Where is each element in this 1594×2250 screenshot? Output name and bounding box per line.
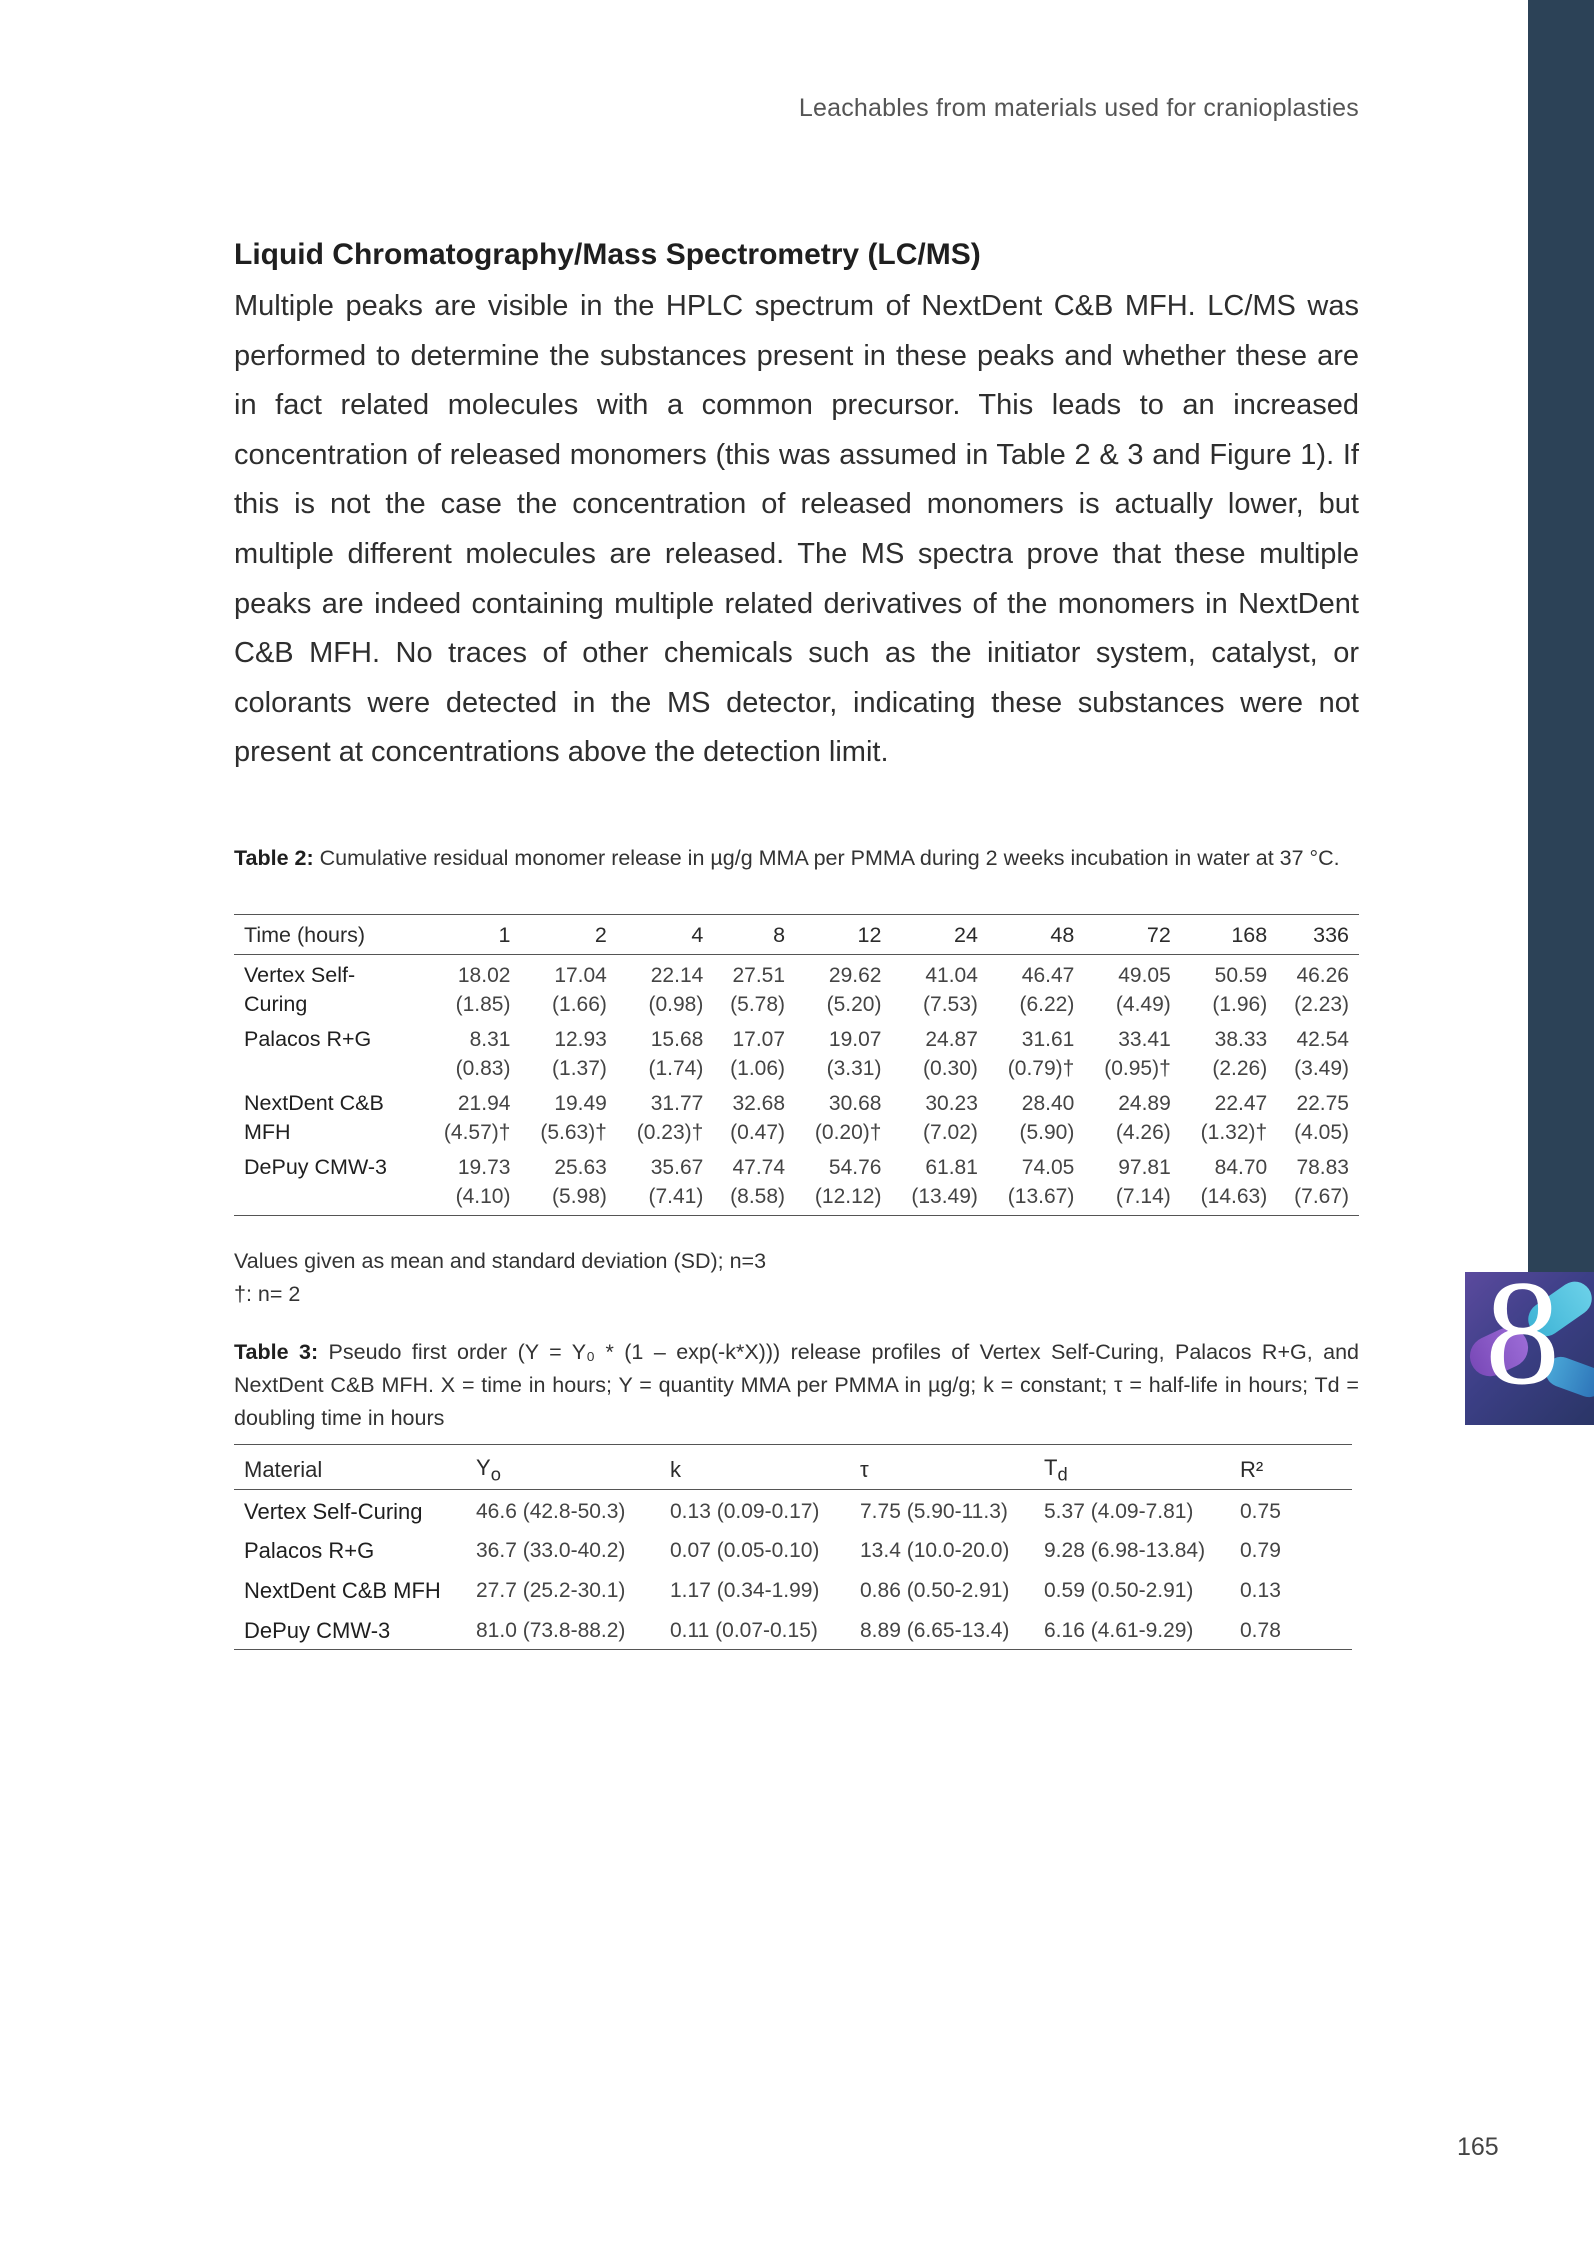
table2-row	[234, 1147, 1359, 1216]
table2-sd: (13.67)	[1007, 1185, 1075, 1208]
table2-cell	[520, 955, 616, 1020]
table3-body	[234, 1490, 1352, 1650]
table2-cell	[795, 1083, 891, 1147]
table3-cell: 46.6 (42.8-50.3)	[476, 1499, 626, 1523]
table2-header: 8	[713, 915, 795, 955]
table2-mean: 27.51	[732, 964, 786, 987]
table3-cell: 0.78	[1230, 1610, 1352, 1650]
table2-sd: (5.63)†	[540, 1121, 607, 1144]
table2-cell	[713, 955, 795, 1020]
table3-caption-text: Pseudo first order (Y = Y₀ * (1 – exp(-k*X))) release profiles of Vertex Self-Curing, Palacos R+G, and NextDent C&B MFH. X = time in hours; Y = quantity MMA per PMMA in µg/g; k = constant; τ = half-life in hours; Td = doubling time in hours	[234, 1340, 1360, 1430]
table3-cell: 0.59 (0.50-2.91)	[1044, 1579, 1194, 1603]
table2-header: 4	[617, 915, 713, 955]
table2-mean: 38.33	[1214, 1028, 1268, 1051]
table2-mean: 22.14	[650, 964, 704, 987]
table2-mean: 21.94	[457, 1092, 511, 1115]
table2-mean: 49.05	[1118, 964, 1171, 987]
table3-cell: 0.07 (0.05-0.10)	[670, 1539, 820, 1563]
table2-cell	[1181, 1147, 1277, 1216]
table2-sd: (2.26)	[1212, 1057, 1268, 1080]
table2-sd: (7.41)	[648, 1185, 704, 1208]
table2-cell	[713, 1019, 795, 1083]
table3-cell: 13.4 (10.0-20.0)	[860, 1539, 1010, 1563]
table3-row	[234, 1530, 1352, 1570]
table2-header: 2	[520, 915, 616, 955]
table3-cell: 0.86 (0.50-2.91)	[860, 1579, 1010, 1603]
table2-mean: 17.07	[732, 1028, 786, 1051]
table3-cell: 27.7 (25.2-30.1)	[476, 1579, 626, 1603]
table2-cell	[988, 1147, 1084, 1216]
table3-header-td-symbol: T	[1044, 1455, 1058, 1480]
section-body: Multiple peaks are visible in the HPLC spectrum of NextDent C&B MFH. LC/MS was performed to determine the substances present in these peaks and whether these are in fact related molecules with a common precursor. This leads to an increased concentration of released monomers (this was assumed in Table 2 & 3 and Figure 1). If this is not the case the concentration of released monomers is actually lower, but multiple different molecules are released. The MS spectra prove that these multiple peaks are indeed containing multiple related derivatives of the monomers in NextDent C&B MFH. No traces of other chemicals such as the initiator system, catalyst, or colorants were detected in the MS detector, indicating these substances were not present at concentrations above the detection limit.	[234, 290, 1359, 769]
table2-row	[234, 955, 1359, 1020]
table2-mean: 25.63	[554, 1156, 607, 1179]
table2-mean: 41.04	[925, 964, 978, 987]
table2-mean: 24.89	[1118, 1092, 1171, 1115]
table2-mean: 17.04	[554, 964, 607, 987]
table2-cell	[713, 1147, 795, 1216]
table3-header-y0	[466, 1445, 660, 1490]
table2-mean: 31.61	[1021, 1028, 1075, 1051]
table2-mean: 29.62	[828, 964, 882, 987]
table2-sd: (0.20)†	[814, 1121, 882, 1144]
table2-row-label: NextDent C&B MFH	[244, 1091, 384, 1144]
table2-sd: (1.96)	[1212, 993, 1268, 1016]
table2-mean: 46.47	[1021, 964, 1075, 987]
table3-cell: 0.13 (0.09-0.17)	[670, 1499, 820, 1523]
table2-cell	[988, 955, 1084, 1020]
table2-cell	[795, 955, 891, 1020]
table3-cell: 0.13	[1240, 1579, 1281, 1603]
table2-cell	[520, 1019, 616, 1083]
table2-cell	[424, 1019, 520, 1083]
table3-cell: 5.37 (4.09-7.81)	[1044, 1499, 1194, 1523]
table3-row	[234, 1570, 1352, 1610]
table2-cell	[424, 1147, 520, 1216]
table2-sd: (13.49)	[911, 1185, 978, 1208]
table2-sd: (0.98)	[648, 993, 704, 1016]
table2-sd: (1.32)†	[1200, 1121, 1268, 1144]
table2-mean: 15.68	[650, 1028, 704, 1051]
table2-header: 336	[1277, 915, 1359, 955]
table3-cell: 0.11 (0.07-0.15)	[660, 1610, 850, 1650]
table2-cell	[1084, 1147, 1180, 1216]
table2-mean: 33.41	[1118, 1028, 1171, 1051]
table2-mean: 47.74	[732, 1156, 786, 1179]
table3-row-label: NextDent C&B MFH	[244, 1578, 441, 1604]
table2-sd: (1.85)	[455, 993, 511, 1016]
table2-sd: (0.47)	[730, 1121, 786, 1144]
table2-cell	[891, 955, 987, 1020]
table2-header: 168	[1181, 915, 1277, 955]
table2-mean: 19.73	[457, 1156, 511, 1179]
table2-cell	[617, 1147, 713, 1216]
table2-header: 12	[795, 915, 891, 955]
side-bar	[1528, 0, 1594, 1272]
table2-note-sd: Values given as mean and standard deviation (SD); n=3	[234, 1249, 767, 1273]
table2-cell	[520, 1083, 616, 1147]
table2-mean: 97.81	[1118, 1156, 1171, 1179]
table2-caption-text: Cumulative residual monomer release in µg/g MMA per PMMA during 2 weeks incubation in water at 37 °C.	[313, 846, 1340, 870]
table2-mean: 84.70	[1214, 1156, 1268, 1179]
table2-mean: 54.76	[828, 1156, 882, 1179]
chapter-number: 8	[1485, 1272, 1560, 1416]
table3-cell: 9.28 (6.98-13.84)	[1044, 1539, 1206, 1563]
table2-cell	[1084, 1019, 1180, 1083]
table2-row	[234, 1019, 1359, 1083]
table2-cell	[1181, 955, 1277, 1020]
table2-row-label: Vertex Self-Curing	[244, 963, 356, 1016]
table2-sd: (2.23)	[1294, 993, 1349, 1016]
table3-row-label: Vertex Self-Curing	[244, 1498, 423, 1524]
table2-row-label: DePuy CMW-3	[234, 1147, 424, 1216]
table3-cell: 0.79	[1240, 1539, 1281, 1563]
table2-sd: (7.02)	[923, 1121, 978, 1144]
table2-body	[234, 955, 1359, 1216]
table2-cell	[1277, 1083, 1359, 1147]
table3-row	[234, 1610, 1352, 1650]
table2-cell	[520, 1147, 616, 1216]
table2-mean: 19.07	[828, 1028, 882, 1051]
table3-header-material: Material	[234, 1445, 466, 1490]
table3-cell: 1.17 (0.34-1.99)	[670, 1579, 820, 1603]
table3-cell: 0.75	[1240, 1499, 1281, 1523]
table2-mean: 42.54	[1296, 1028, 1349, 1051]
table2-sd: (1.06)	[730, 1057, 786, 1080]
table2-caption	[234, 842, 1359, 875]
table3-header-tau: τ	[850, 1445, 1034, 1490]
table2-sd: (7.67)	[1294, 1185, 1349, 1208]
table2-sd: (1.66)	[552, 993, 607, 1016]
table2-cell	[1277, 955, 1359, 1020]
table2-sd: (0.83)	[455, 1057, 511, 1080]
table3-header-y0-sub: o	[490, 1463, 501, 1485]
table2-cell	[891, 1147, 987, 1216]
table2-notes	[234, 1245, 1134, 1311]
table2-cell	[713, 1083, 795, 1147]
table2-cell	[1181, 1083, 1277, 1147]
table3-header-k: k	[660, 1445, 850, 1490]
table2-sd: (0.79)†	[1007, 1057, 1075, 1080]
table2-header: 1	[424, 915, 520, 955]
table3-row-label: Palacos R+G	[244, 1538, 375, 1564]
table2-mean: 22.47	[1214, 1092, 1268, 1115]
table2-sd: (7.53)	[923, 993, 978, 1016]
section-title: Liquid Chromatography/Mass Spectrometry (LC/MS)	[234, 238, 981, 271]
table2-cell	[424, 1083, 520, 1147]
table2-sd: (1.37)	[552, 1057, 607, 1080]
table2-cell	[1181, 1019, 1277, 1083]
table3-cell: 81.0 (73.8-88.2)	[466, 1610, 660, 1650]
table2-row-label: Palacos R+G	[244, 1027, 372, 1051]
table2-sd: (6.22)	[1019, 993, 1075, 1016]
table3-row	[234, 1490, 1352, 1530]
table2-sd: (7.14)	[1115, 1185, 1171, 1208]
table3-cell: 7.75 (5.90-11.3)	[860, 1499, 1008, 1523]
table2-header-row	[234, 915, 1359, 955]
table2	[234, 914, 1359, 1216]
table2-header: Time (hours)	[234, 915, 424, 955]
table2-mean: 24.87	[925, 1028, 978, 1051]
page-number: 165	[1457, 2133, 1499, 2161]
table2-sd: (4.26)	[1115, 1121, 1171, 1144]
table2-sd: (5.78)	[730, 993, 786, 1016]
table2-row	[234, 1083, 1359, 1147]
table2-mean: 74.05	[1021, 1156, 1075, 1179]
table2-sd: (0.23)†	[636, 1121, 704, 1144]
table2-mean: 12.93	[554, 1028, 607, 1051]
table3-cell: 6.16 (4.61-9.29)	[1034, 1610, 1230, 1650]
table2-mean: 61.81	[925, 1156, 978, 1179]
table2-cell	[424, 955, 520, 1020]
table2-cell	[795, 1147, 891, 1216]
table2-mean: 18.02	[457, 964, 511, 987]
table2-mean: 35.67	[650, 1156, 704, 1179]
table2-cell	[1277, 1019, 1359, 1083]
table2-sd: (3.31)	[826, 1057, 882, 1080]
table2-mean: 32.68	[732, 1092, 786, 1115]
table2-cell	[988, 1083, 1084, 1147]
table2-header: 24	[891, 915, 987, 955]
chapter-tab	[1465, 1272, 1594, 1425]
table2-mean: 30.68	[828, 1092, 882, 1115]
table3-cell: 36.7 (33.0-40.2)	[476, 1539, 626, 1563]
table2-sd: (0.30)	[923, 1057, 978, 1080]
table2-caption-label: Table 2:	[234, 846, 314, 870]
table2-mean: 46.26	[1296, 964, 1349, 987]
table2-cell	[795, 1019, 891, 1083]
table3-header-td-sub: d	[1057, 1463, 1068, 1485]
table2-header: 48	[988, 915, 1084, 955]
table2-mean: 30.23	[925, 1092, 978, 1115]
table2-cell	[1084, 955, 1180, 1020]
table2-mean: 78.83	[1296, 1156, 1349, 1179]
table2-cell	[891, 1083, 987, 1147]
table2-sd: (4.05)	[1294, 1121, 1349, 1144]
table3-caption	[234, 1336, 1359, 1435]
table2-note-n: †: n= 2	[234, 1282, 301, 1306]
table2-sd: (1.74)	[648, 1057, 704, 1080]
table3-cell: 8.89 (6.65-13.4)	[850, 1610, 1034, 1650]
table3	[234, 1444, 1352, 1650]
table3-header-r2: R²	[1230, 1445, 1352, 1490]
table2-mean: 28.40	[1021, 1092, 1075, 1115]
table2-sd: (5.20)	[826, 993, 882, 1016]
table2-mean: 8.31	[469, 1028, 511, 1051]
table3-caption-label: Table 3:	[234, 1340, 319, 1364]
table2-cell	[617, 1083, 713, 1147]
table3-header-row	[234, 1445, 1352, 1490]
table3-header-td	[1034, 1445, 1230, 1490]
table2-header: 72	[1084, 915, 1180, 955]
table2-sd: (14.63)	[1200, 1185, 1268, 1208]
table2-mean: 19.49	[554, 1092, 607, 1115]
table3-header-y0-symbol: Y	[476, 1455, 491, 1480]
table2-sd: (12.12)	[814, 1185, 882, 1208]
table2-mean: 31.77	[650, 1092, 704, 1115]
table2-sd: (5.90)	[1019, 1121, 1075, 1144]
table2-sd: (3.49)	[1294, 1057, 1349, 1080]
table3-row-label: DePuy CMW-3	[234, 1610, 466, 1650]
table2-mean: 22.75	[1296, 1092, 1349, 1115]
table2-sd: (4.49)	[1115, 993, 1171, 1016]
running-head: Leachables from materials used for cranioplasties	[798, 94, 1359, 122]
table2-cell	[891, 1019, 987, 1083]
table2-sd: (5.98)	[552, 1185, 607, 1208]
table2-cell	[617, 1019, 713, 1083]
table2-cell	[1084, 1083, 1180, 1147]
table2-cell	[617, 955, 713, 1020]
main-content	[234, 238, 1359, 778]
table2-sd: (4.57)†	[443, 1121, 511, 1144]
table2-sd: (0.95)†	[1104, 1057, 1171, 1080]
table2-sd: (8.58)	[730, 1185, 786, 1208]
table2-mean: 50.59	[1214, 964, 1268, 987]
table2-cell	[988, 1019, 1084, 1083]
table2-cell	[1277, 1147, 1359, 1216]
table2-sd: (4.10)	[455, 1185, 511, 1208]
